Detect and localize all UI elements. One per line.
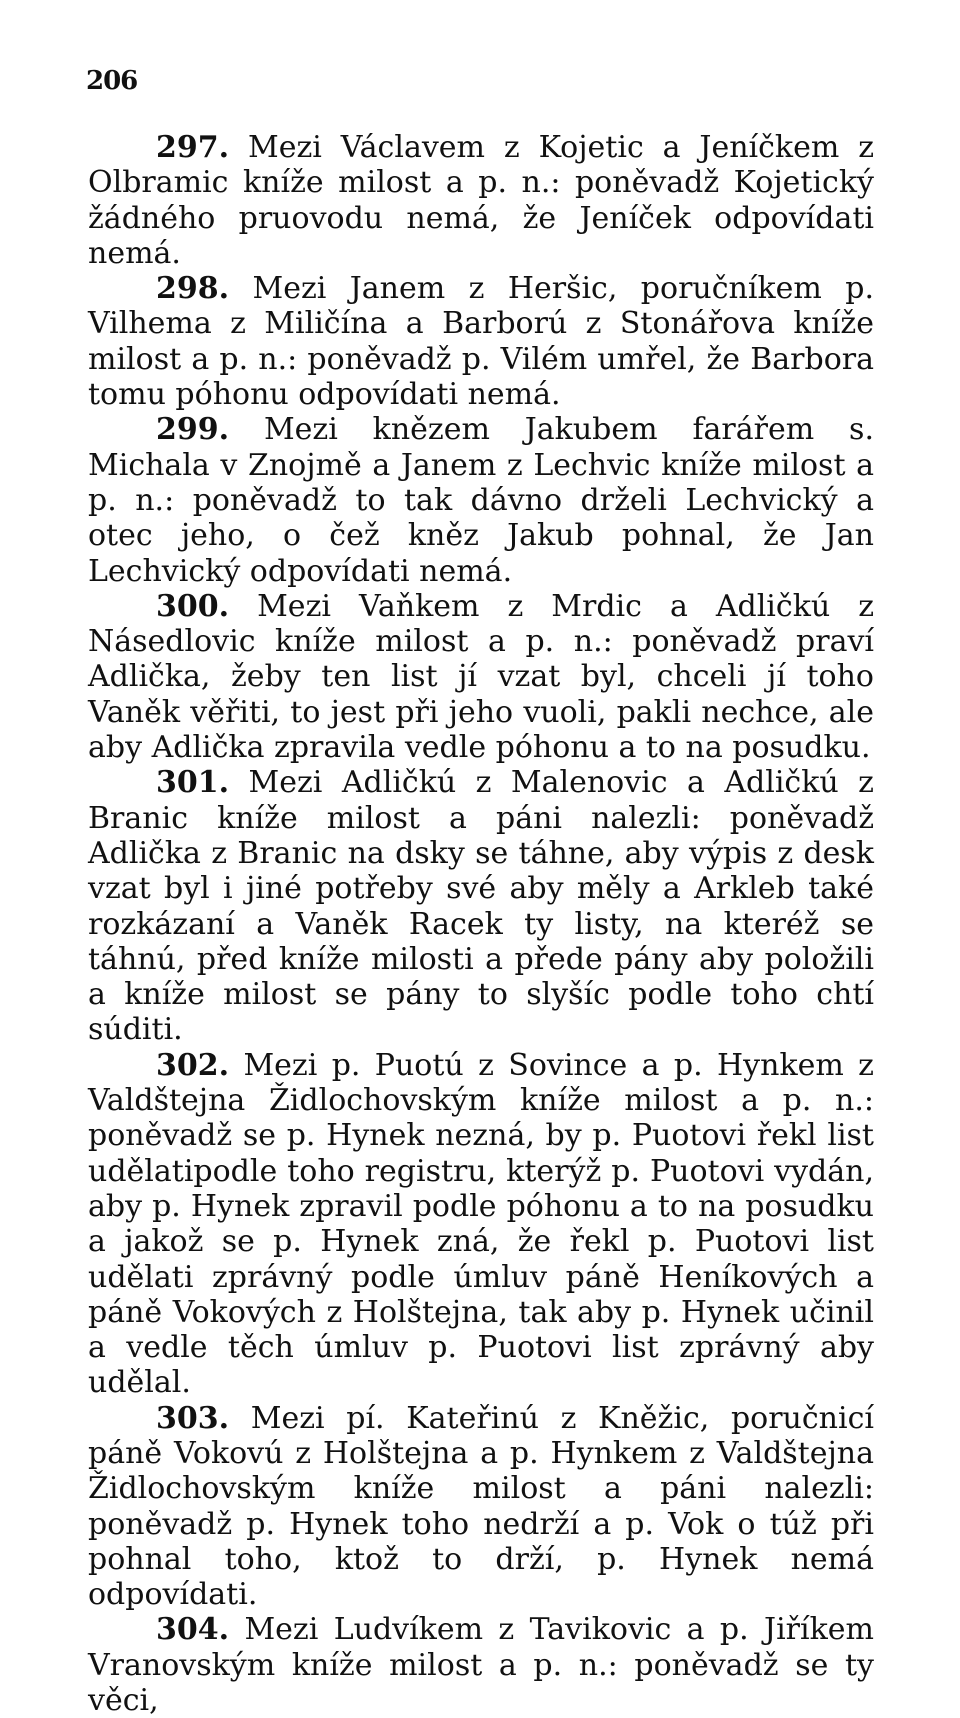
entry-303 (88, 1401, 874, 1613)
entry-text: Mezi Ludvíkem z Tavikovic a p. Jiříkem Vranovským kníže milost a p. n.: poněvadž se ty věci, (88, 1612, 874, 1718)
entry-text: Mezi knězem Jakubem farářem s. Michala v Znojmě a Janem z Lechvic kníže milost a p. n.: poněvadž to tak dávno drželi Lechvický a otec jeho, o čež kněz Jakub pohnal, že Jan Lechvický odpovídati nemá. (88, 412, 874, 589)
entry-298 (88, 271, 874, 412)
entry-text: Mezi Janem z Heršic, poručníkem p. Vilhema z Miličína a Barború z Stonářova kníže milost a p. n.: poněvadž p. Vilém umřel, že Barbora tomu póhonu odpovídati nemá. (88, 271, 874, 413)
entry-text: Mezi Adličkú z Malenovic a Adličkú z Branic kníže milost a páni nalezli: poněvadž Adlička z Branic na dsky se táhne, aby výpis z desk vzat byl i jiné potřeby své aby měly a Arkleb také rozkázaní a Vaněk Racek ty listy, na kteréž se táhnú, před kníže milosti a přede pány aby položili a kníže milost se pány to slyšíc podle toho chtí súditi. (88, 765, 874, 1048)
entry-text: Mezi Vaňkem z Mrdic a Adličkú z Násedlovic kníže milost a p. n.: poněvadž praví Adlička, žeby ten list jí vzat byl, chceli jí toho Vaněk věřiti, to jest při jeho vuoli, pakli nechce, ale aby Adlička zpravila vedle póhonu a to na posudku. (88, 588, 874, 766)
entry-text: Mezi Václavem z Kojetic a Jeníčkem z Olbramic kníže milost a p. n.: poněvadž Kojetický žádného pruovodu nemá, že Jeníček odpovídati nemá. (88, 130, 874, 271)
entry-text: Mezi p. Puotú z Sovince a p. Hynkem z Valdštejna Židlochovským kníže milost a p. n.: poněvadž se p. Hynek nezná, by p. Puotovi řekl list udělatipodle toho registru, kterýž p. Puotovi vydán, aby p. Hynek zpravil podle póhonu a to na posudku a jakož se p. Hynek zná, že řekl p. Puotovi list udělati zprávný podle úmluv páně Heníkových a páně Vokových z Holštejna, tak aby p. Hynek učinil a vedle těch úmluv p. Puotovi list zprávný aby udělal. (88, 1047, 874, 1401)
entry-number: 303. (156, 1400, 230, 1436)
entry-300 (88, 589, 874, 765)
entry-number: 298. (156, 271, 230, 307)
entry-number: 302. (156, 1047, 230, 1083)
text-block (88, 130, 874, 1718)
entry-302 (88, 1048, 874, 1401)
entry-304 (88, 1612, 874, 1718)
entry-number: 304. (156, 1612, 230, 1648)
entry-299 (88, 412, 874, 588)
entry-number: 300. (156, 588, 230, 624)
entry-301 (88, 765, 874, 1047)
page-number: 206 (86, 66, 138, 96)
entry-text: Mezi pí. Kateřinú z Kněžic, poručnicí páně Vokovú z Holštejna a p. Hynkem z Valdštejna Židlochovským kníže milost a páni nalezli: poněvadž p. Hynek toho nedrží a p. Vok o túž při pohnal toho, ktož to drží, p. Hynek nemá odpovídati. (88, 1400, 874, 1613)
entry-number: 297. (156, 130, 230, 165)
entry-number: 301. (156, 765, 230, 801)
entry-297 (88, 130, 874, 271)
entry-number: 299. (156, 412, 230, 448)
